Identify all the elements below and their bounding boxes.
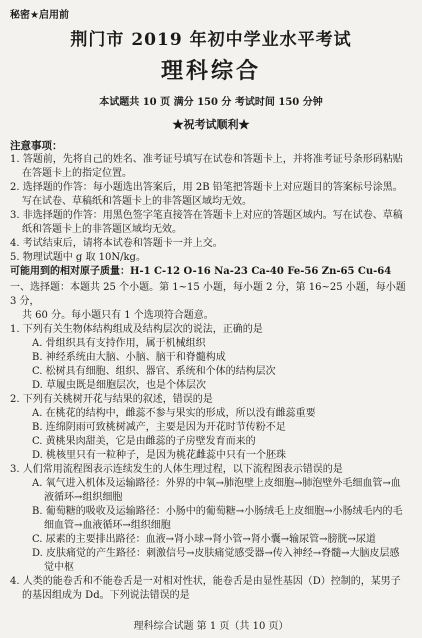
atomic-mass-line: 可能用到的相对原子质量：H-1 C-12 O-16 Na-23 Ca-40 Fe-56 Zn-65 Cu-64 <box>10 266 392 277</box>
exam-title: 荆门市 2019 年初中学业水平考试 <box>70 30 352 50</box>
option: B. 连绵阴雨可致桃树减产，主要是因为开花时节传粉不足 <box>32 422 286 433</box>
option-continued: 细血管→血液循环→组织细胞 <box>44 520 171 531</box>
notes-heading: 注意事项： <box>10 140 63 152</box>
note-line: 纸和答题卡上的非答题区域均无效。 <box>22 224 182 235</box>
question-stem: 2. 下列有关桃树开花与结果的叙述，错误的是 <box>10 394 213 405</box>
option: D. 草履虫既是细胞层次，也是个体层次 <box>32 380 207 391</box>
good-luck-banner: ★祝考试顺利★ <box>172 118 250 131</box>
note-line: 3. 非选择题的作答：用黑色签字笔直接答在答题卡上对应的答题区域内。写在试卷、草稿 <box>10 210 403 221</box>
note-line: 5. 物理试题中 g 取 10N/kg。 <box>10 252 146 263</box>
option: A. 氧气进入机体及运输路径：外界的中氧→肺泡壁上皮细胞→肺泡壁外毛细血管→血 <box>32 478 401 489</box>
section-instructions: 一、选择题：本题共 25 个小题。第 1~15 小题，每小题 2 分，第 16~25 小题，每小题 3 分， <box>10 282 406 307</box>
note-line: 4. 考试结束后，请将本试卷和答题卡一并上交。 <box>10 238 223 249</box>
option: A. 骨组织具有支持作用，属于机械组织 <box>32 338 206 349</box>
question-stem: 1. 下列有关生物体结构组成及结构层次的说法，正确的是 <box>10 324 263 335</box>
secret-label: 秘密★启用前 <box>10 10 69 21</box>
question-stem: 的基因组成为 Dd。下列说法错误的是 <box>22 590 190 601</box>
question-stem: 4. 人类的能卷舌和不能卷舌是一对相对性状，能卷舌是由显性基因（D）控制的，某男子 <box>10 576 401 587</box>
question-stem: 3. 人们常用流程图表示连续发生的人体生理过程，以下流程图表示错误的是 <box>10 464 343 475</box>
note-line: 2. 选择题的作答：每小题选出答案后，用 2B 铅笔把答题卡上对应题目的答案标号涂黑。 <box>10 182 403 193</box>
note-line: 在答题卡上的指定位置。 <box>22 168 132 179</box>
option: A. 在桃花的结构中，雌蕊不参与果实的形成，所以没有雌蕊重要 <box>32 408 316 419</box>
option: B. 神经系统由大脑、小脑、脑干和脊髓构成 <box>32 352 226 363</box>
option-continued: 液循环→组织细胞 <box>44 492 123 503</box>
option: C. 松树具有细胞、组织、器官、系统和个体的结构层次 <box>32 366 276 377</box>
option: C. 尿素的主要排出路径：血液→肾小球→肾小管→肾小囊→输尿管→膀胱→尿道 <box>32 534 376 545</box>
option: D. 皮肤痛觉的产生路径：刺激信号→皮肤痛觉感受器→传入神经→脊髓→大脑皮层感 <box>32 548 400 559</box>
exam-meta: 本试题共 10 页 满分 150 分 考试时间 150 分钟 <box>99 97 323 108</box>
section-instructions: 共 60 分。每小题只有 1 个选项符合题意。 <box>22 310 214 321</box>
subject-title: 理科综合 <box>160 58 261 84</box>
option: B. 葡萄糖的吸收及运输路径：小肠中的葡萄糖→小肠绒毛上皮细胞→小肠绒毛内的毛 <box>32 506 403 517</box>
option: D. 桃核里只有一粒种子，是因为桃花雌蕊中只有一个胚珠 <box>32 450 287 461</box>
option-continued: 觉中枢 <box>44 562 74 573</box>
page-footer: 理科综合试题 第 1 页（共 10 页） <box>133 621 289 632</box>
note-line: 1. 答题前，先将自己的姓名、准考证号填写在试卷和答题卡上，并将准考证号条形码粘贴 <box>10 154 403 165</box>
note-line: 写在试卷、草稿纸和答题卡上的非答题区域均无效。 <box>22 196 252 207</box>
option: C. 黄桃果肉甜美，它是由雌蕊的子房壁发育而来的 <box>32 436 256 447</box>
